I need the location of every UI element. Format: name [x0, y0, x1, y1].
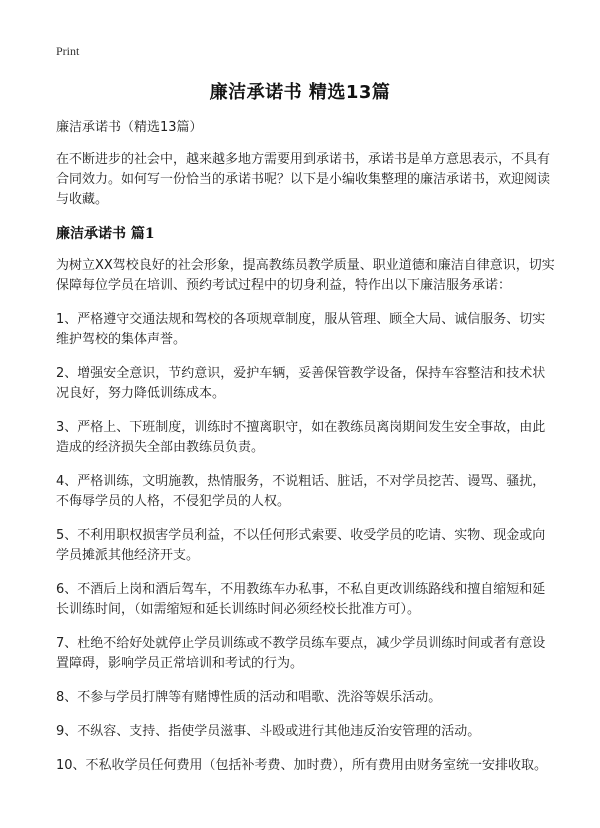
list-item: 3、严格上、下班制度，训练时不擅离职守，如在教练员离岗期间发生安全事故，由此造成的经济损失全部由教练员负责。: [56, 420, 546, 455]
list-item: 10、不私收学员任何费用（包括补考费、加时费），所有费用由财务室统一安排收取。: [56, 758, 548, 773]
list-item: 9、不纵容、支持、指使学员滋事、斗殴或进行其他违反治安管理的活动。: [56, 724, 481, 739]
list-item: 2、增强安全意识，节约意识，爱护车辆，妥善保管教学设备，保持车容整洁和技术状况良好，努力降低训练成本。: [56, 366, 546, 401]
list-item: 4、严格训练，文明施教，热情服务，不说粗话、脏话，不对学员挖苦、谩骂、骚扰，不侮辱学员的人格，不侵犯学员的人权。: [56, 474, 546, 509]
list-item: 6、不酒后上岗和酒后驾车，不用教练车办私事，不私自更改训练路线和擅自缩短和延长训练时间，（如需缩短和延长训练时间必须经校长批准方可）。: [56, 582, 546, 617]
commitment-list: [56, 310, 556, 776]
section-heading: 廉洁承诺书 篇1: [56, 226, 155, 242]
list-item: 7、杜绝不给好处就停止学员训练或不教学员练车要点，减少学员训练时间或者有意设置障碍，影响学员正常培训和考试的行为。: [56, 636, 546, 671]
page-title: 廉洁承诺书 精选13篇: [209, 82, 391, 103]
document-body: [56, 118, 556, 790]
list-item: 1、严格遵守交通法规和驾校的各项规章制度，服从管理、顾全大局、诚信服务、切实维护驾校的集体声誉。: [56, 312, 546, 347]
document-subtitle: 廉洁承诺书（精选13篇）: [56, 120, 203, 135]
list-item: 8、不参与学员打牌等有赌博性质的活动和唱歌、洗浴等娱乐活动。: [56, 690, 442, 705]
intro-paragraph: 在不断进步的社会中，越来越多地方需要用到承诺书，承诺书是单方意思表示，不具有合同效力。如何写一份恰当的承诺书呢？以下是小编收集整理的廉洁承诺书，欢迎阅读与收藏。: [56, 152, 551, 207]
list-item: 5、不利用职权损害学员利益，不以任何形式索要、收受学员的吃请、实物、现金或向学员摊派其他经济开支。: [56, 528, 546, 563]
print-link[interactable]: Print: [56, 44, 80, 58]
section-opening-paragraph: 为树立XX驾校良好的社会形象，提高教练员教学质量、职业道德和廉洁自律意识，切实保障每位学员在培训、预约考试过程中的切身利益，特作出以下廉洁服务承诺：: [56, 258, 555, 293]
